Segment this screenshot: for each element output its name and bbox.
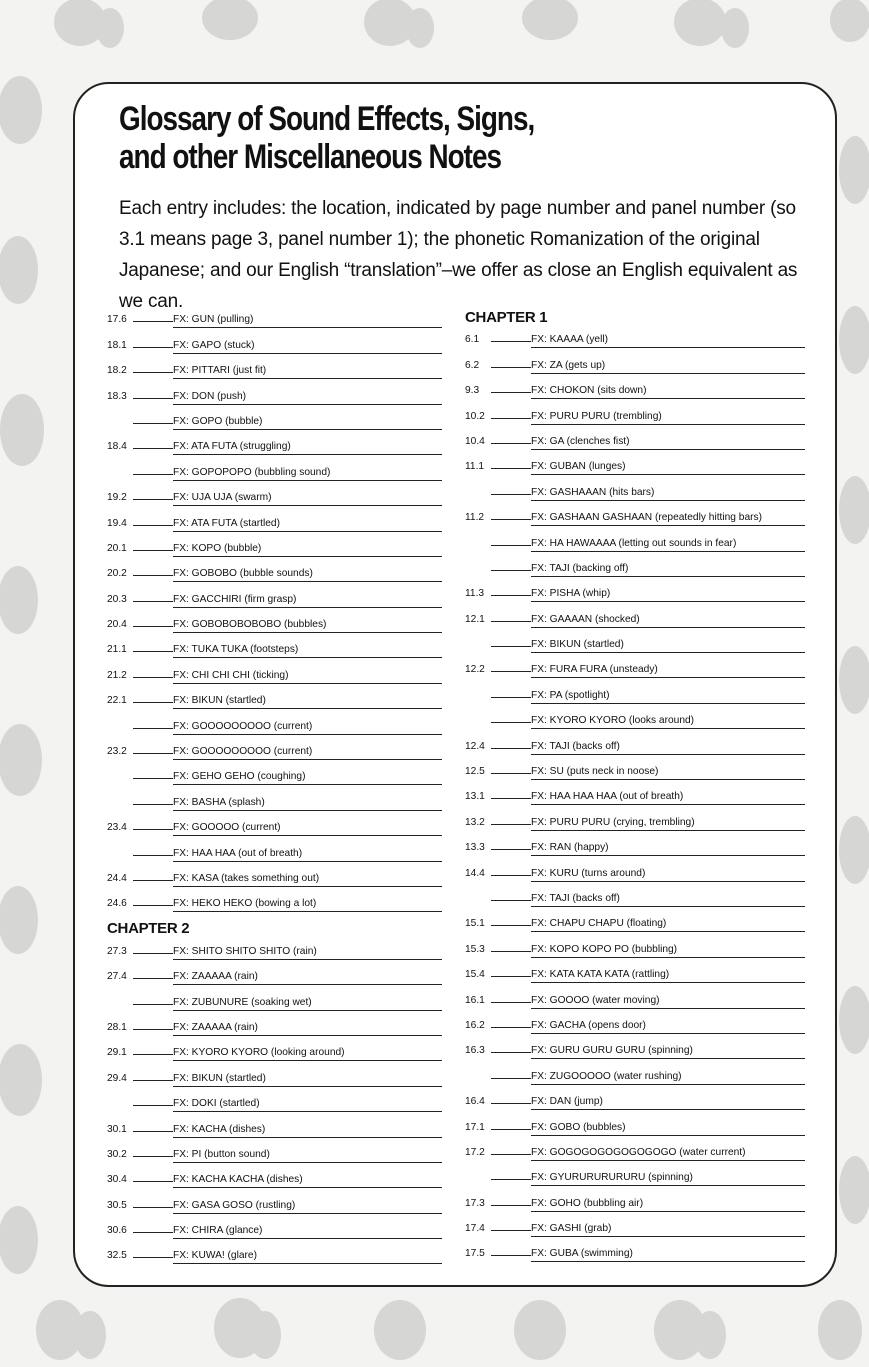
glossary-entry: [465, 758, 805, 783]
leader-line: [491, 1154, 531, 1155]
glossary-entry: [107, 331, 442, 356]
glossary-entry: [107, 382, 442, 407]
entry-location: 30.4: [107, 1174, 127, 1186]
leader-line: [133, 575, 173, 576]
entry-sound-effect: FX: HA HAWAAAA (letting out sounds in fear): [531, 538, 805, 552]
entry-sound-effect: FX: HEKO HEKO (bowing a lot): [173, 898, 442, 912]
glossary-entry: [107, 1166, 442, 1191]
leader-line: [491, 1103, 531, 1104]
glossary-entry: [465, 707, 805, 732]
leader-line: [491, 722, 531, 723]
entry-location: 19.4: [107, 517, 127, 529]
glossary-entry: [465, 1088, 805, 1113]
entry-location: 20.3: [107, 593, 127, 605]
glossary-entry: [107, 408, 442, 433]
entry-location: 17.3: [465, 1197, 485, 1209]
entry-location: 12.2: [465, 664, 485, 676]
entry-sound-effect: FX: GOPOPOPO (bubbling sound): [173, 467, 442, 481]
glossary-entry: [465, 961, 805, 986]
leader-line: [491, 392, 531, 393]
glossary-entry: [465, 656, 805, 681]
entry-sound-effect: FX: GEHO GEHO (coughing): [173, 771, 442, 785]
leader-line: [491, 748, 531, 749]
entry-location: 24.6: [107, 898, 127, 910]
glossary-entry: [465, 580, 805, 605]
leader-line: [491, 900, 531, 901]
entry-sound-effect: FX: CHOKON (sits down): [531, 385, 805, 399]
glossary-entry: [465, 1240, 805, 1265]
leader-line: [133, 626, 173, 627]
glossary-entry: [465, 605, 805, 630]
entry-sound-effect: FX: GAPO (stuck): [173, 340, 442, 354]
entry-sound-effect: FX: GOPO (bubble): [173, 416, 442, 430]
leader-line: [133, 728, 173, 729]
entry-sound-effect: FX: BIKUN (startled): [531, 639, 805, 653]
glossary-entry: [465, 732, 805, 757]
leader-line: [491, 671, 531, 672]
entry-sound-effect: FX: KURU (turns around): [531, 868, 805, 882]
glossary-entry: [465, 783, 805, 808]
entry-location: 12.1: [465, 613, 485, 625]
leader-line: [133, 753, 173, 754]
entry-sound-effect: FX: GUBAN (lunges): [531, 461, 805, 475]
entry-sound-effect: FX: GOOOOO (current): [173, 822, 442, 836]
glossary-entry: [465, 859, 805, 884]
glossary-entry: [107, 509, 442, 534]
entry-sound-effect: FX: GASHAAN GASHAAN (repeatedly hitting bars): [531, 512, 805, 526]
leader-line: [133, 347, 173, 348]
entry-sound-effect: FX: ZUGOOOOO (water rushing): [531, 1071, 805, 1085]
entry-location: 30.1: [107, 1123, 127, 1135]
leader-line: [491, 1179, 531, 1180]
entry-sound-effect: FX: PA (spotlight): [531, 690, 805, 704]
entry-sound-effect: FX: GURU GURU GURU (spinning): [531, 1045, 805, 1059]
entry-location: 11.1: [465, 461, 485, 473]
entry-sound-effect: FX: GOOOOOOOOO (current): [173, 721, 442, 735]
glossary-entry: [107, 535, 442, 560]
glossary-entry: [465, 1189, 805, 1214]
entry-location: 9.3: [465, 385, 480, 397]
leader-line: [133, 855, 173, 856]
entry-sound-effect: FX: KYORO KYORO (looks around): [531, 715, 805, 729]
leader-line: [133, 1257, 173, 1258]
entry-location: 32.5: [107, 1250, 127, 1262]
leader-line: [133, 1029, 173, 1030]
entry-sound-effect: FX: HAA HAA HAA (out of breath): [531, 791, 805, 805]
glossary-entry: [107, 814, 442, 839]
glossary-entry: [465, 326, 805, 351]
entry-location: 18.4: [107, 441, 127, 453]
entry-sound-effect: FX: GUN (pulling): [173, 314, 442, 328]
glossary-entry: [107, 1141, 442, 1166]
leader-line: [491, 849, 531, 850]
glossary-entry: [465, 1139, 805, 1164]
glossary-entry: [465, 351, 805, 376]
entry-sound-effect: FX: ZUBUNURE (soaking wet): [173, 997, 442, 1011]
leader-line: [133, 880, 173, 881]
entry-location: 30.2: [107, 1148, 127, 1160]
entry-location: 13.2: [465, 816, 485, 828]
leader-line: [133, 1156, 173, 1157]
entry-location: 10.2: [465, 410, 485, 422]
leader-line: [133, 398, 173, 399]
entry-sound-effect: FX: PURU PURU (trembling): [531, 411, 805, 425]
left-column: [107, 306, 442, 1267]
leader-line: [491, 494, 531, 495]
leader-line: [491, 367, 531, 368]
entry-sound-effect: FX: ATA FUTA (startled): [173, 518, 442, 532]
leader-line: [491, 976, 531, 977]
glossary-entry: [107, 357, 442, 382]
glossary-entry: [107, 1191, 442, 1216]
leader-line: [491, 697, 531, 698]
glossary-entry: [107, 458, 442, 483]
entry-location: 6.2: [465, 359, 480, 371]
entry-location: 27.4: [107, 971, 127, 983]
entry-location: 23.4: [107, 822, 127, 834]
leader-line: [491, 773, 531, 774]
leader-line: [491, 951, 531, 952]
glossary-entry: [107, 433, 442, 458]
entry-sound-effect: FX: GUBA (swimming): [531, 1248, 805, 1262]
entry-sound-effect: FX: GASHAAAN (hits bars): [531, 487, 805, 501]
entry-sound-effect: FX: GA (clenches fist): [531, 436, 805, 450]
glossary-entry: [465, 529, 805, 554]
entry-sound-effect: FX: GOOOO (water moving): [531, 995, 805, 1009]
glossary-entry: [465, 377, 805, 402]
glossary-entry: [107, 484, 442, 509]
leader-line: [491, 1129, 531, 1130]
leader-line: [491, 1027, 531, 1028]
entry-location: 16.3: [465, 1045, 485, 1057]
entry-location: 11.3: [465, 588, 485, 600]
glossary-entry: [465, 808, 805, 833]
entry-sound-effect: FX: TAJI (backs off): [531, 741, 805, 755]
entry-sound-effect: FX: RAN (happy): [531, 842, 805, 856]
entry-sound-effect: FX: BASHA (splash): [173, 797, 442, 811]
glossary-entry: [107, 1064, 442, 1089]
glossary-entry: [107, 839, 442, 864]
leader-line: [491, 1052, 531, 1053]
leader-line: [491, 443, 531, 444]
glossary-entry: [107, 687, 442, 712]
entry-sound-effect: FX: PISHA (whip): [531, 588, 805, 602]
entry-sound-effect: FX: FURA FURA (unsteady): [531, 664, 805, 678]
glossary-entry: [465, 1062, 805, 1087]
leader-line: [491, 1078, 531, 1079]
leader-line: [133, 829, 173, 830]
glossary-entry: [465, 504, 805, 529]
title-line-1: Glossary of Sound Effects, Signs,: [119, 100, 535, 138]
leader-line: [133, 702, 173, 703]
glossary-entry: [107, 1039, 442, 1064]
leader-line: [491, 621, 531, 622]
glossary-entry: [107, 988, 442, 1013]
glossary-entry: [465, 631, 805, 656]
entry-sound-effect: FX: GACHA (opens door): [531, 1020, 805, 1034]
glossary-entry: [107, 963, 442, 988]
entry-sound-effect: FX: ZAAAAA (rain): [173, 971, 442, 985]
leader-line: [491, 1002, 531, 1003]
glossary-entry: [465, 935, 805, 960]
glossary-entry: [107, 1014, 442, 1039]
glossary-entry: [107, 1115, 442, 1140]
entry-sound-effect: FX: KACHA KACHA (dishes): [173, 1174, 442, 1188]
entry-location: 16.1: [465, 994, 485, 1006]
leader-line: [491, 1230, 531, 1231]
entry-location: 23.2: [107, 746, 127, 758]
leader-line: [133, 1054, 173, 1055]
entry-sound-effect: FX: BIKUN (startled): [173, 1073, 442, 1087]
chapter-heading: CHAPTER 2: [107, 920, 190, 938]
entry-location: 29.1: [107, 1047, 127, 1059]
glossary-entry: [465, 453, 805, 478]
entry-location: 15.4: [465, 969, 485, 981]
leader-line: [133, 677, 173, 678]
entry-sound-effect: FX: GOOOOOOOOO (current): [173, 746, 442, 760]
page-title: [119, 100, 578, 176]
entry-sound-effect: FX: KACHA (dishes): [173, 1124, 442, 1138]
entry-sound-effect: FX: GOBOBOBOBOBO (bubbles): [173, 619, 442, 633]
entry-location: 17.1: [465, 1121, 485, 1133]
leader-line: [133, 372, 173, 373]
glossary-entry: [465, 428, 805, 453]
entry-sound-effect: FX: GOHO (bubbling air): [531, 1198, 805, 1212]
entry-sound-effect: FX: GAAAAN (shocked): [531, 614, 805, 628]
glossary-entry: [107, 738, 442, 763]
title-line-2: and other Miscellaneous Notes: [119, 138, 502, 176]
leader-line: [133, 1080, 173, 1081]
entry-sound-effect: FX: ZAAAAA (rain): [173, 1022, 442, 1036]
entry-sound-effect: FX: PITTARI (just fit): [173, 365, 442, 379]
entry-location: 30.6: [107, 1225, 127, 1237]
glossary-entry: [107, 560, 442, 585]
entry-sound-effect: FX: CHI CHI CHI (ticking): [173, 670, 442, 684]
entry-location: 17.5: [465, 1248, 485, 1260]
glossary-entry: [465, 885, 805, 910]
glossary-entry: [107, 636, 442, 661]
entry-sound-effect: FX: GOBOBO (bubble sounds): [173, 568, 442, 582]
leader-line: [491, 875, 531, 876]
leader-line: [133, 905, 173, 906]
glossary-entry: [465, 555, 805, 580]
glossary-entry: [465, 681, 805, 706]
entry-sound-effect: FX: CHIRA (glance): [173, 1225, 442, 1239]
entry-sound-effect: FX: DAN (jump): [531, 1096, 805, 1110]
entry-sound-effect: FX: KOPO (bubble): [173, 543, 442, 557]
entry-location: 11.2: [465, 512, 485, 524]
entry-sound-effect: FX: KASA (takes something out): [173, 873, 442, 887]
entry-sound-effect: FX: GOBO (bubbles): [531, 1122, 805, 1136]
entry-sound-effect: FX: UJA UJA (swarm): [173, 492, 442, 506]
entry-sound-effect: FX: HAA HAA (out of breath): [173, 848, 442, 862]
entry-sound-effect: FX: GASA GOSO (rustling): [173, 1200, 442, 1214]
leader-line: [133, 550, 173, 551]
entry-sound-effect: FX: TUKA TUKA (footsteps): [173, 644, 442, 658]
entry-location: 14.4: [465, 867, 485, 879]
glossary-entry: [107, 611, 442, 636]
leader-line: [133, 423, 173, 424]
entry-sound-effect: FX: SHITO SHITO SHITO (rain): [173, 946, 442, 960]
entry-sound-effect: FX: DOKI (startled): [173, 1098, 442, 1112]
entry-location: 15.3: [465, 943, 485, 955]
leader-line: [133, 1181, 173, 1182]
chapter-heading: CHAPTER 1: [465, 309, 548, 326]
glossary-entry: [465, 910, 805, 935]
glossary-entry: [465, 478, 805, 503]
entry-location: 10.4: [465, 435, 485, 447]
entry-location: 17.6: [107, 314, 127, 326]
entry-location: 6.1: [465, 334, 480, 346]
entry-location: 17.4: [465, 1223, 485, 1235]
entry-sound-effect: FX: KUWA! (glare): [173, 1250, 442, 1264]
entry-location: 18.2: [107, 365, 127, 377]
leader-line: [133, 1207, 173, 1208]
leader-line: [133, 474, 173, 475]
entry-sound-effect: FX: CHAPU CHAPU (floating): [531, 918, 805, 932]
glossary-entry: [465, 986, 805, 1011]
glossary-entry: [107, 788, 442, 813]
leader-line: [133, 499, 173, 500]
entry-location: 13.1: [465, 791, 485, 803]
leader-line: [133, 651, 173, 652]
leader-line: [491, 341, 531, 342]
glossary-entry: [107, 661, 442, 686]
leader-line: [491, 925, 531, 926]
leader-line: [133, 953, 173, 954]
glossary-entry: [465, 1037, 805, 1062]
entry-location: 20.2: [107, 568, 127, 580]
entry-location: 19.2: [107, 492, 127, 504]
entry-location: 27.3: [107, 945, 127, 957]
leader-line: [133, 778, 173, 779]
entry-location: 18.1: [107, 339, 127, 351]
entry-location: 21.2: [107, 669, 127, 681]
leader-line: [133, 978, 173, 979]
entry-location: 18.3: [107, 390, 127, 402]
entry-location: 12.5: [465, 766, 485, 778]
entry-sound-effect: FX: KYORO KYORO (looking around): [173, 1047, 442, 1061]
leader-line: [491, 1205, 531, 1206]
leader-line: [491, 418, 531, 419]
leader-line: [133, 1131, 173, 1132]
entry-location: 17.2: [465, 1146, 485, 1158]
leader-line: [133, 1232, 173, 1233]
entry-location: 12.4: [465, 740, 485, 752]
entry-location: 29.4: [107, 1072, 127, 1084]
entry-location: 28.1: [107, 1021, 127, 1033]
entry-sound-effect: FX: TAJI (backs off): [531, 893, 805, 907]
entry-location: 30.5: [107, 1199, 127, 1211]
intro-paragraph: Each entry includes: the location, indicated by page number and panel number (so 3.1 means page 3, panel number 1); the phonetic Romanization of the original Japanese; and our English “translation”–we offer as close an English equivalent as we can.: [119, 198, 798, 312]
entry-sound-effect: FX: GACCHIRI (firm grasp): [173, 594, 442, 608]
leader-line: [133, 321, 173, 322]
glossary-entry: [465, 1113, 805, 1138]
leader-line: [133, 1004, 173, 1005]
glossary-entry: [107, 1217, 442, 1242]
leader-line: [491, 798, 531, 799]
leader-line: [491, 519, 531, 520]
glossary-entry: [107, 1090, 442, 1115]
leader-line: [491, 646, 531, 647]
entry-sound-effect: FX: GASHI (grab): [531, 1223, 805, 1237]
entry-sound-effect: FX: ZA (gets up): [531, 360, 805, 374]
glossary-entry: [107, 306, 442, 331]
leader-line: [133, 601, 173, 602]
entry-sound-effect: FX: PI (button sound): [173, 1149, 442, 1163]
entry-location: 16.4: [465, 1096, 485, 1108]
glossary-entry: [107, 890, 442, 915]
entry-sound-effect: FX: TAJI (backing off): [531, 563, 805, 577]
entry-location: 13.3: [465, 842, 485, 854]
glossary-entry: [465, 1164, 805, 1189]
leader-line: [491, 1255, 531, 1256]
glossary-entry: [465, 402, 805, 427]
leader-line: [491, 570, 531, 571]
entry-location: 24.4: [107, 872, 127, 884]
glossary-entry: [107, 937, 442, 962]
entry-sound-effect: FX: KATA KATA KATA (rattling): [531, 969, 805, 983]
entry-location: 15.1: [465, 918, 485, 930]
glossary-entry: [107, 1242, 442, 1267]
right-column: [465, 306, 805, 1265]
leader-line: [491, 595, 531, 596]
glossary-entry: [465, 1215, 805, 1240]
glossary-entry: [465, 1012, 805, 1037]
entry-sound-effect: FX: SU (puts neck in noose): [531, 766, 805, 780]
glossary-entry: [107, 865, 442, 890]
entry-sound-effect: FX: ATA FUTA (struggling): [173, 441, 442, 455]
entry-sound-effect: FX: DON (push): [173, 391, 442, 405]
entry-location: 16.2: [465, 1019, 485, 1031]
leader-line: [133, 804, 173, 805]
leader-line: [133, 525, 173, 526]
entry-location: 21.1: [107, 644, 127, 656]
entry-location: 20.4: [107, 619, 127, 631]
entry-sound-effect: FX: PURU PURU (crying, trembling): [531, 817, 805, 831]
leader-line: [491, 468, 531, 469]
glossary-entry: [107, 585, 442, 610]
leader-line: [133, 448, 173, 449]
entry-location: 22.1: [107, 695, 127, 707]
entry-sound-effect: FX: KAAAA (yell): [531, 334, 805, 348]
entry-sound-effect: FX: BIKUN (startled): [173, 695, 442, 709]
entry-sound-effect: FX: KOPO KOPO PO (bubbling): [531, 944, 805, 958]
glossary-entry: [465, 834, 805, 859]
entry-location: 20.1: [107, 542, 127, 554]
leader-line: [491, 545, 531, 546]
leader-line: [133, 1105, 173, 1106]
entry-sound-effect: FX: GYURURURURURU (spinning): [531, 1172, 805, 1186]
leader-line: [491, 824, 531, 825]
glossary-entry: [107, 763, 442, 788]
glossary-entry: [107, 712, 442, 737]
entry-sound-effect: FX: GOGOGOGOGOGOGOGO (water current): [531, 1147, 805, 1161]
